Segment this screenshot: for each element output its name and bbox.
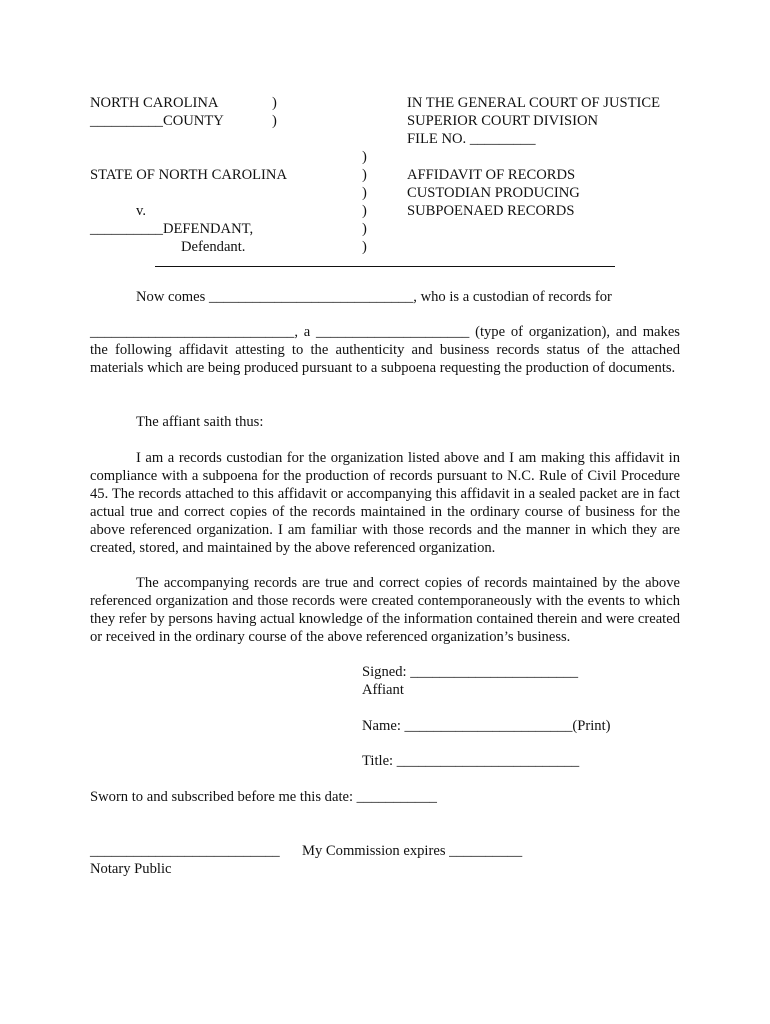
notary-public-label: Notary Public bbox=[90, 861, 172, 877]
caption-county: __________COUNTY bbox=[90, 113, 224, 129]
file-number: FILE NO. _________ bbox=[407, 131, 536, 147]
affiant-label: Affiant bbox=[362, 682, 404, 698]
caption-state: NORTH CAROLINA bbox=[90, 95, 219, 111]
plaintiff: STATE OF NORTH CAROLINA bbox=[90, 167, 287, 183]
sworn-statement: Sworn to and subscribed before me this date: ___________ bbox=[90, 789, 437, 805]
records-statement: The accompanying records are true and correct copies of records maintained by the above referenced organization and those records were created contemporaneously with the events to which they refer by persons having actual knowledge of the information contained therein and were created or received in the ordinary course of the above referenced organization’s business. bbox=[90, 575, 680, 645]
document-title-line3: SUBPOENAED RECORDS bbox=[407, 203, 575, 219]
caption-paren: ) bbox=[362, 221, 367, 237]
versus: v. bbox=[136, 203, 146, 219]
caption-paren: ) bbox=[362, 185, 367, 201]
caption-divider bbox=[155, 266, 615, 267]
custodian-statement: I am a records custodian for the organization listed above and I am making this affidavit in compliance with a subpoena for the production of records pursuant to N.C. Rule of Civil Procedure 45. The records attached to this affidavit or accompanying this affidavit in a sealed packet are in fact actual true and correct copies of the records maintained in the ordinary course of business for the above referenced organization. I am familiar with those records and the manner in which they are created, stored, and maintained by the above referenced organization. bbox=[90, 450, 680, 556]
caption-paren: ) bbox=[362, 149, 367, 165]
intro-first-line: Now comes ____________________________, who is a custodian of records for bbox=[136, 289, 612, 305]
court-name: IN THE GENERAL COURT OF JUSTICE bbox=[407, 95, 661, 111]
name-line: Name: _______________________(Print) bbox=[362, 718, 611, 734]
caption-paren: ) bbox=[362, 239, 367, 255]
defendant: __________DEFENDANT, bbox=[90, 221, 254, 237]
document-title-line1: AFFIDAVIT OF RECORDS bbox=[407, 167, 576, 183]
notary-signature-line: __________________________ bbox=[90, 843, 280, 859]
document-title-line2: CUSTODIAN PRODUCING bbox=[407, 185, 580, 201]
commission-expires: My Commission expires __________ bbox=[302, 843, 523, 859]
caption-paren: ) bbox=[362, 203, 367, 219]
court-division: SUPERIOR COURT DIVISION bbox=[407, 113, 599, 129]
intro-paragraph: ____________________________, a _____________________ (type of organization), and makes the following affidavit attesting to the authenticity and business records status of the attached materials which are being produced pursuant to a subpoena requesting the production of documents. bbox=[90, 324, 680, 376]
affiant-saith: The affiant saith thus: bbox=[136, 414, 264, 430]
signed-line: Signed: _______________________ bbox=[362, 664, 579, 680]
caption-paren: ) bbox=[272, 113, 277, 129]
title-line: Title: _________________________ bbox=[362, 753, 580, 769]
caption-paren: ) bbox=[272, 95, 277, 111]
defendant-role: Defendant. bbox=[181, 239, 246, 255]
caption-paren: ) bbox=[362, 167, 367, 183]
